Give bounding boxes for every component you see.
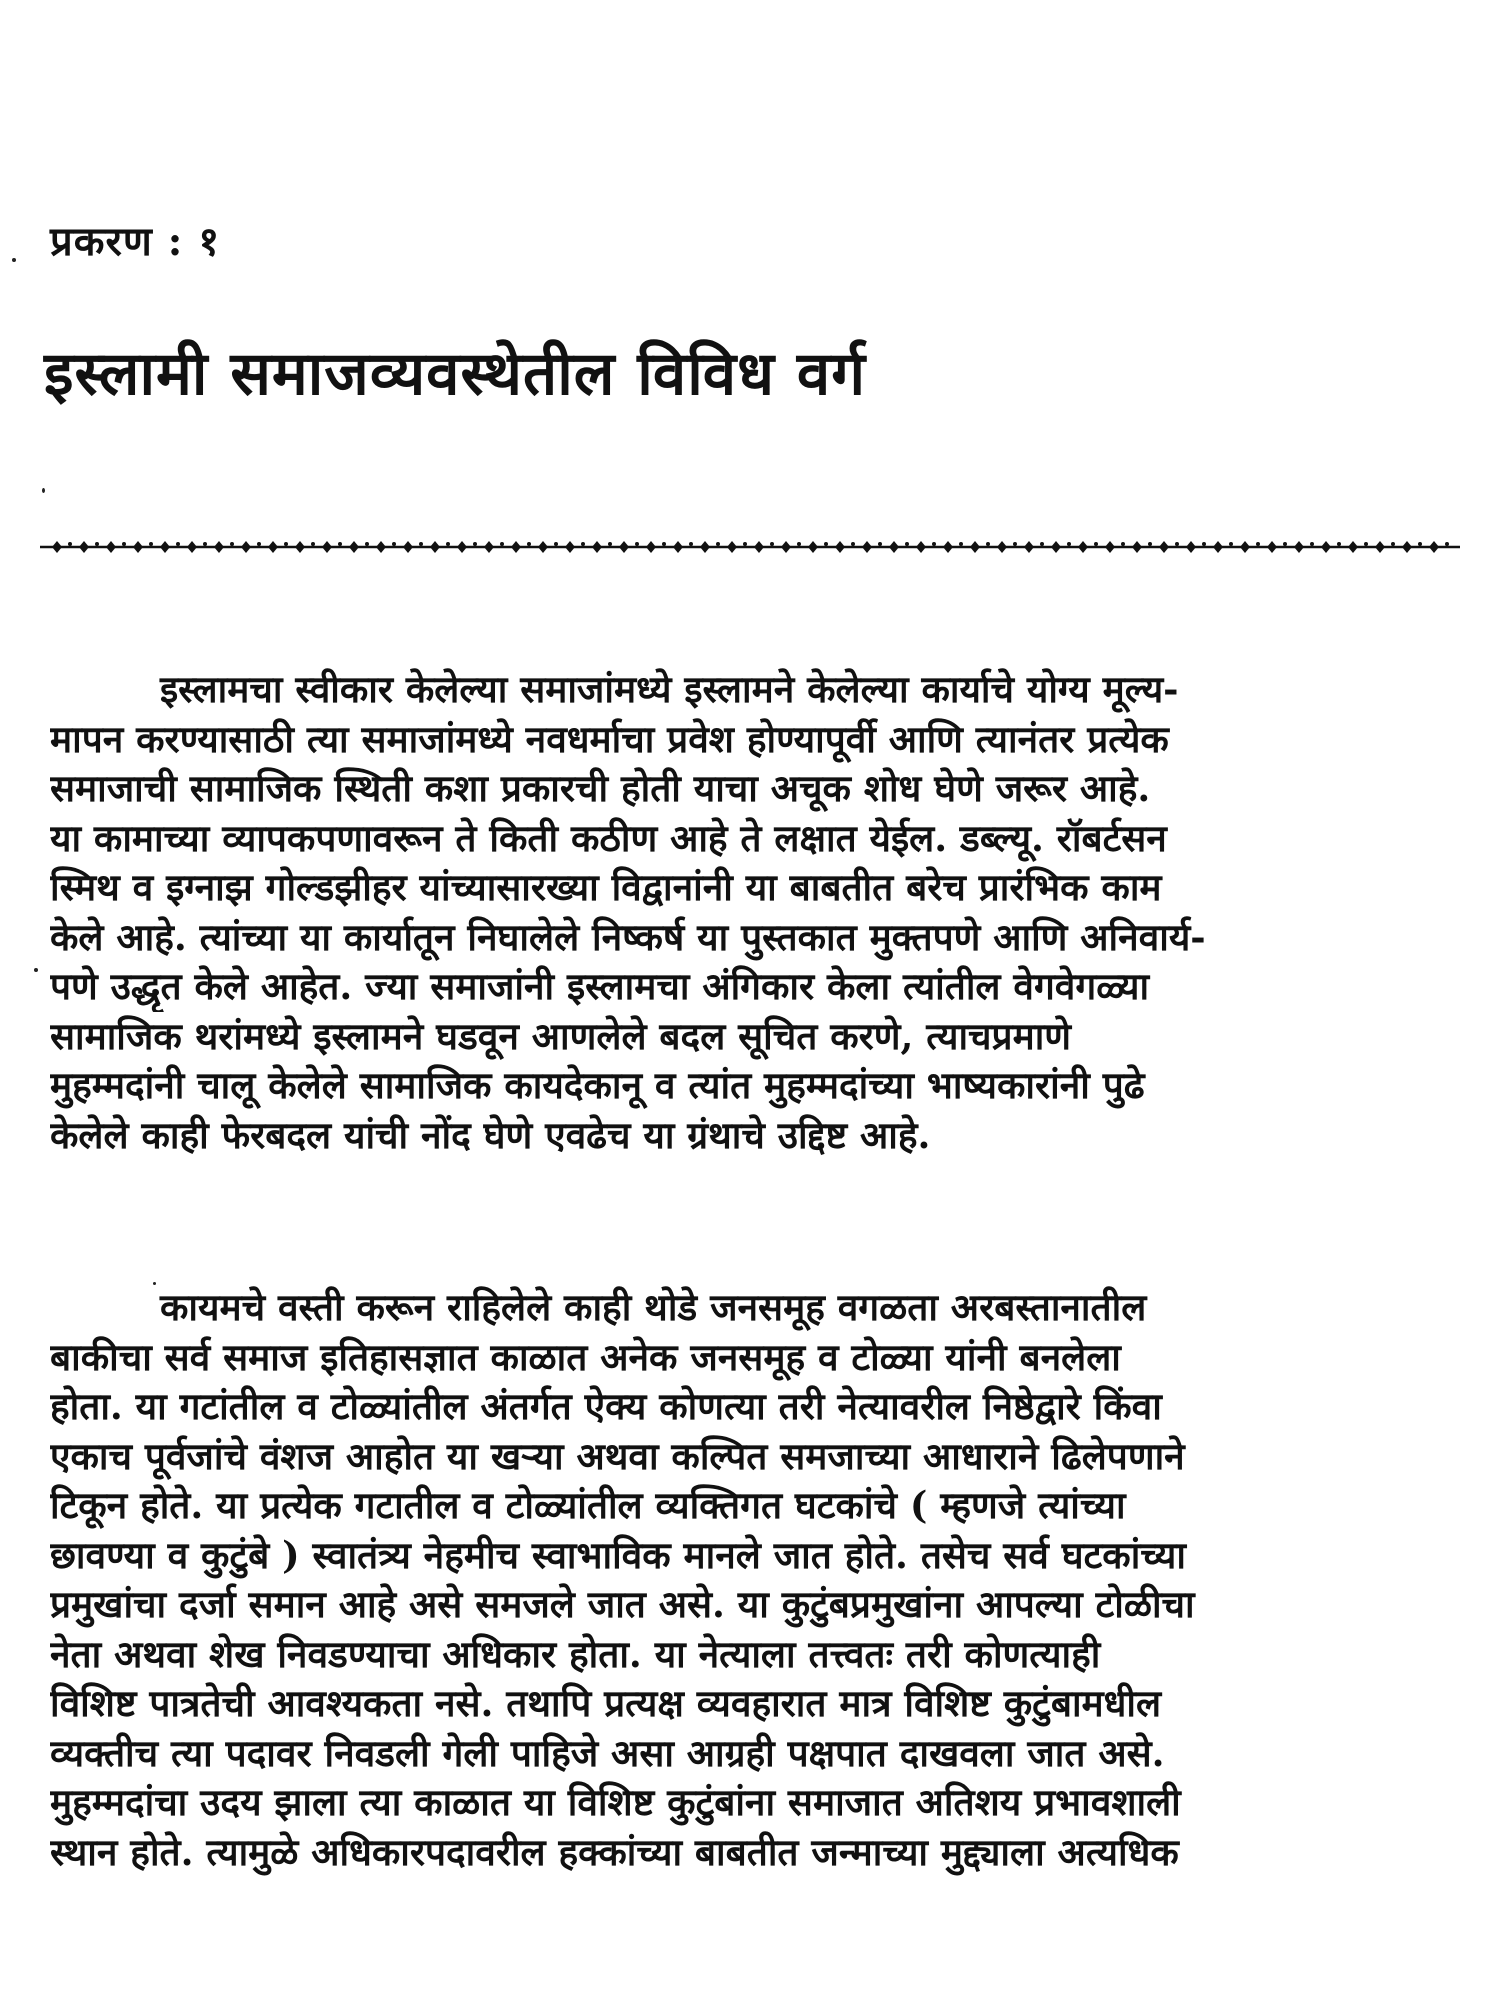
ornament-dot <box>662 542 666 546</box>
text-line: केलेले काही फेरबदल यांची नोंद घेणे एवढेच या ग्रंथाचे उद्दिष्ट आहे. <box>50 1112 931 1157</box>
ornament-diamond <box>1213 541 1223 553</box>
ornament-diamond <box>997 541 1007 553</box>
ornament-dot <box>1040 542 1044 546</box>
ornament-dot <box>473 542 477 546</box>
ornament-dot <box>176 542 180 546</box>
ornament-dot <box>770 542 774 546</box>
ornament-dot <box>68 542 72 546</box>
ornament-diamond <box>673 541 683 553</box>
ornament-dot <box>824 542 828 546</box>
chapter-label: प्रकरण : १ <box>50 218 221 265</box>
ornament-diamond <box>376 541 386 553</box>
ornament-diamond <box>862 541 872 553</box>
text-line: समाजाची सामाजिक स्थिती कशा प्रकारची होती याचा अचूक शोध घेणे जरूर आहे. <box>50 766 1151 810</box>
ornament-diamond <box>133 541 143 553</box>
paragraph-1 <box>50 665 1460 1160</box>
text-line: मुहम्मदांनी चालू केलेले सामाजिक कायदेकानू व त्यांत मुहम्मदांच्या भाष्यकारांनी पुढे <box>50 1063 1145 1107</box>
ornament-diamond <box>511 541 521 553</box>
ornament-dot <box>581 542 585 546</box>
ornament-diamond <box>322 541 332 553</box>
ornament-diamond <box>457 541 467 553</box>
ornament-dot <box>122 542 126 546</box>
ornament-diamond <box>538 541 548 553</box>
ornament-diamond <box>808 541 818 553</box>
scan-speck <box>42 488 45 493</box>
ornament-diamond <box>484 541 494 553</box>
ornament-diamond <box>1375 541 1385 553</box>
ornament-dot <box>1256 542 1260 546</box>
ornament-dot <box>608 542 612 546</box>
ornament-diamond <box>1051 541 1061 553</box>
text-line: स्थान होते. त्यामुळे अधिकारपदावरील हक्कांच्या बाबतीत जन्माच्या मुद्द्याला अत्यधिक <box>50 1829 1179 1874</box>
text-line: बाकीचा सर्व समाज इतिहासज्ञात काळात अनेक जनसमूह व टोळ्या यांनी बनलेला <box>50 1334 1121 1379</box>
text-line: स्मिथ व इग्नाझ गोल्डझीहर यांच्यासारख्या विद्वानांनी या बाबतीत बरेच प्रारंभिक काम <box>50 865 1162 909</box>
ornament-dot <box>392 542 396 546</box>
ornament-dot <box>203 542 207 546</box>
ornament-diamond <box>619 541 629 553</box>
ornament-dot <box>1148 542 1152 546</box>
ornament-diamond <box>160 541 170 553</box>
ornament-diamond <box>565 541 575 553</box>
ornament-dot <box>338 542 342 546</box>
scan-speck <box>12 258 16 262</box>
ornament-diamond <box>943 541 953 553</box>
ornamental-divider <box>40 532 1460 562</box>
ornament-dot <box>419 542 423 546</box>
ornament-dot <box>149 542 153 546</box>
paragraph-2 <box>50 1283 1460 1877</box>
ornament-diamond <box>1348 541 1358 553</box>
ornament-diamond <box>592 541 602 553</box>
ornament-dot <box>230 542 234 546</box>
ornament-diamond <box>889 541 899 553</box>
ornament-dot <box>95 542 99 546</box>
ornament-diamond <box>349 541 359 553</box>
ornament-dot <box>554 542 558 546</box>
ornament-dot <box>284 542 288 546</box>
ornament-dot <box>1013 542 1017 546</box>
ornament-diamond <box>79 541 89 553</box>
ornament-dot <box>1202 542 1206 546</box>
ornament-dot <box>1067 542 1071 546</box>
ornament-dot <box>1445 542 1449 546</box>
ornament-diamond <box>106 541 116 553</box>
ornament-diamond <box>1240 541 1250 553</box>
text-line: व्यक्तीच त्या पदावर निवडली गेली पाहिजे असा आग्रही पक्षपात दाखवला जात असे. <box>50 1730 1165 1775</box>
chapter-title: इस्लामी समाजव्यवस्थेतील विविध वर्ग <box>44 339 867 409</box>
ornament-dot <box>932 542 936 546</box>
ornament-diamond <box>700 541 710 553</box>
ornament-diamond <box>241 541 251 553</box>
ornament-diamond <box>727 541 737 553</box>
scan-speck <box>153 1282 156 1285</box>
ornament-diamond <box>295 541 305 553</box>
ornament-diamond <box>403 541 413 553</box>
ornament-diamond <box>1267 541 1277 553</box>
ornament-diamond <box>1105 541 1115 553</box>
ornament-dot <box>500 542 504 546</box>
ornament-diamond <box>1402 541 1412 553</box>
ornament-dot <box>1121 542 1125 546</box>
ornament-dot <box>905 542 909 546</box>
ornament-dot <box>257 542 261 546</box>
ornament-dot <box>797 542 801 546</box>
ornament-diamond <box>646 541 656 553</box>
ornament-dot <box>986 542 990 546</box>
text-line: छावण्या व कुटुंबे ) स्वातंत्र्य नेहमीच स्वाभाविक मानले जात होते. तसेच सर्व घटकांच्या <box>50 1532 1186 1577</box>
ornament-diamond <box>1294 541 1304 553</box>
ornament-dot <box>851 542 855 546</box>
ornament-dot <box>1175 542 1179 546</box>
ornament-dot <box>1094 542 1098 546</box>
ornament-diamond <box>1429 541 1439 553</box>
ornament-diamond <box>52 541 62 553</box>
text-line: या कामाच्या व्यापकपणावरून ते किती कठीण आहे ते लक्षात येईल. डब्ल्यू. रॉबर्टसन <box>50 815 1167 860</box>
ornament-dot <box>1310 542 1314 546</box>
ornament-dot <box>1391 542 1395 546</box>
text-line: टिकून होते. या प्रत्येक गटातील व टोळ्यांतील व्यक्तिगत घटकांचे ( म्हणजे त्यांच्या <box>50 1483 1126 1527</box>
text-line: होता. या गटांतील व टोळ्यांतील अंतर्गत ऐक्य कोणत्या तरी नेत्यावरील निष्ठेद्वारे किंवा <box>50 1384 1162 1428</box>
ornament-dot <box>1418 542 1422 546</box>
ornament-dot <box>635 542 639 546</box>
ornament-diamond <box>835 541 845 553</box>
ornament-dot <box>1229 542 1233 546</box>
text-line: सामाजिक थरांमध्ये इस्लामने घडवून आणलेले बदल सूचित करणे, त्याचप्रमाणे <box>50 1013 1072 1058</box>
ornament-diamond <box>268 541 278 553</box>
text-line: प्रमुखांचा दर्जा समान आहे असे समजले जात असे. या कुटुंबप्रमुखांना आपल्या टोळीचा <box>50 1582 1195 1626</box>
ornament-dot <box>743 542 747 546</box>
text-line: मापन करण्यासाठी त्या समाजांमध्ये नवधर्माचा प्रवेश होण्यापूर्वी आणि त्यानंतर प्रत्येक <box>50 716 1169 761</box>
text-line: इस्लामचा स्वीकार केलेल्या समाजांमध्ये इस्लामने केलेल्या कार्याचे योग्य मूल्य- <box>160 667 1179 711</box>
ornament-diamond <box>1186 541 1196 553</box>
ornament-dot <box>365 542 369 546</box>
ornament-diamond <box>1132 541 1142 553</box>
text-line: पणे उद्धृत केले आहेत. ज्या समाजांनी इस्लामचा अंगिकार केला त्यांतील वेगवेगळ्या <box>50 964 1150 1008</box>
ornament-diamond <box>916 541 926 553</box>
ornament-diamond <box>214 541 224 553</box>
ornament-dot <box>527 542 531 546</box>
text-line: केले आहे. त्यांच्या या कार्यातून निघालेले निष्कर्ष या पुस्तकात मुक्तपणे आणि अनिवार्य- <box>50 914 1206 959</box>
ornament-dot <box>689 542 693 546</box>
ornament-diamond <box>754 541 764 553</box>
ornament-dot <box>1337 542 1341 546</box>
ornament-diamond <box>970 541 980 553</box>
ornament-dot <box>716 542 720 546</box>
ornament-dot <box>959 542 963 546</box>
ornament-diamond <box>1321 541 1331 553</box>
ornament-dot <box>311 542 315 546</box>
text-line: विशिष्ट पात्रतेची आवश्यकता नसे. तथापि प्रत्यक्ष व्यवहारात मात्र विशिष्ट कुटुंबामधील <box>50 1681 1162 1725</box>
text-line: नेता अथवा शेख निवडण्याचा अधिकार होता. या नेत्याला तत्त्वतः तरी कोणत्याही <box>50 1631 1101 1676</box>
ornament-diamond <box>1078 541 1088 553</box>
text-line: कायमचे वस्ती करून राहिलेले काही थोडे जनसमूह वगळता अरबस्तानातील <box>160 1285 1147 1329</box>
ornament-dot <box>1364 542 1368 546</box>
ornament-diamond <box>781 541 791 553</box>
ornament-diamond <box>430 541 440 553</box>
ornament-diamond <box>1024 541 1034 553</box>
text-line: एकाच पूर्वजांचे वंशज आहोत या खऱ्या अथवा कल्पित समजाच्या आधाराने ढिलेपणाने <box>50 1433 1185 1478</box>
text-line: मुहम्मदांचा उदय झाला त्या काळात या विशिष्ट कुटुंबांना समाजात अतिशय प्रभावशाली <box>50 1780 1181 1824</box>
ornament-dot <box>878 542 882 546</box>
ornament-diamond <box>1159 541 1169 553</box>
ornament-dot <box>1283 542 1287 546</box>
ornament-diamond <box>187 541 197 553</box>
scan-speck <box>34 968 38 972</box>
ornament-dot <box>446 542 450 546</box>
